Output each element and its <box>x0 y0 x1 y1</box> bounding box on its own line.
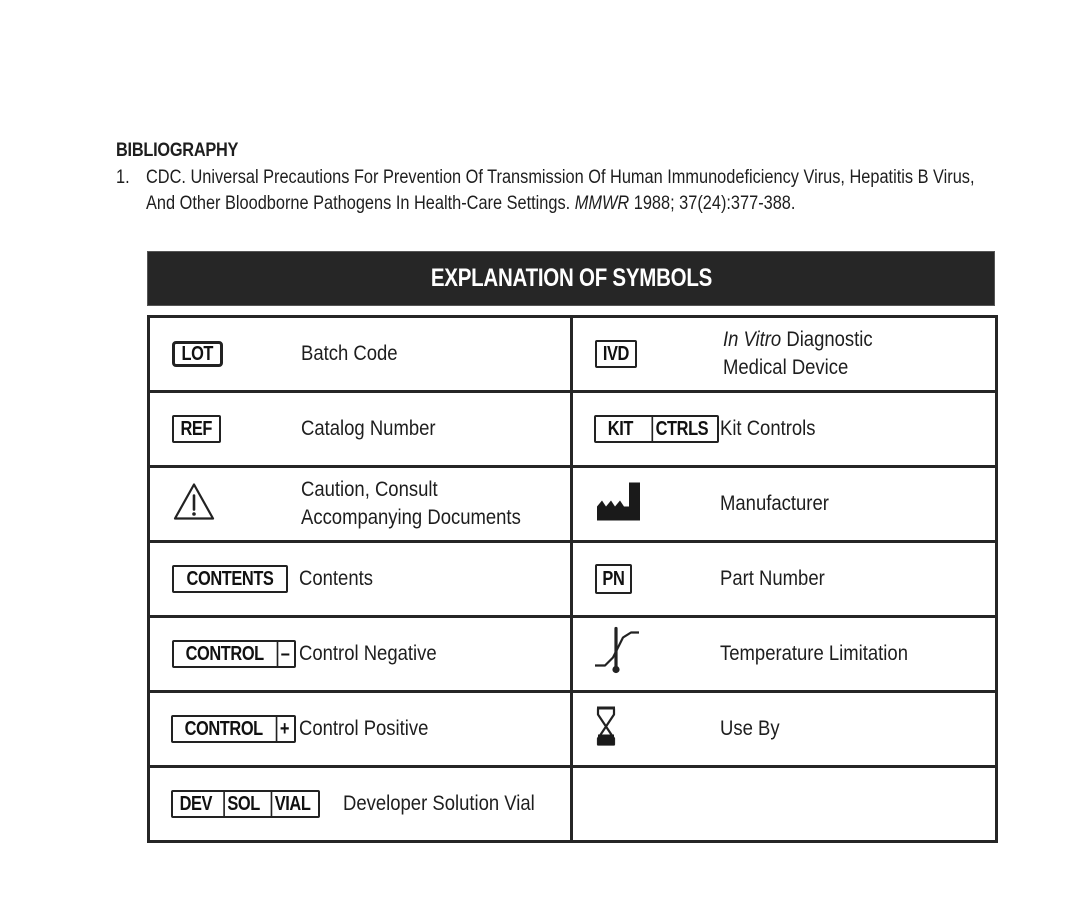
symbol-cell <box>149 617 572 692</box>
kit-controls-icon: KIT CTRLS <box>594 415 719 443</box>
symbol-label: Kit Controls <box>720 417 816 440</box>
symbol-label: Developer Solution Vial <box>343 792 535 815</box>
temperature-limitation-icon <box>593 626 641 683</box>
symbol-cell <box>149 542 572 617</box>
symbol-cell <box>572 617 997 692</box>
empty-cell <box>572 767 997 842</box>
symbol-cell <box>572 317 997 392</box>
symbols-table <box>147 315 998 843</box>
symbol-cell <box>572 392 997 467</box>
reference-title-end: And Other Bloodborne Pathogens In Health-Care Settings. <box>146 193 575 214</box>
symbols-title: EXPLANATION OF SYMBOLS <box>430 264 712 292</box>
table-row <box>149 467 997 542</box>
symbol-label: Caution, Consult Accompanying Documents <box>301 478 521 529</box>
developer-solution-vial-icon: DEV SOL VIAL <box>171 790 320 818</box>
reference-number: 1. <box>116 167 130 188</box>
symbol-cell <box>149 767 572 842</box>
reference-citation: 1988; 37(24):377-388. <box>629 193 796 214</box>
part-number-icon: PN <box>595 564 632 594</box>
table-row <box>149 692 997 767</box>
symbol-label: Manufacturer <box>720 492 829 515</box>
symbol-label: Batch Code <box>301 342 398 365</box>
symbol-label: In Vitro Diagnostic Medical Device <box>723 328 873 379</box>
ivd-icon: IVD <box>595 340 637 368</box>
lot-icon: LOT <box>172 341 223 367</box>
table-row <box>149 392 997 467</box>
table-row <box>149 317 997 392</box>
symbol-label-italic: In Vitro <box>723 328 782 351</box>
table-row <box>149 542 997 617</box>
hourglass-icon <box>595 705 619 754</box>
reference-journal: MMWR <box>574 193 630 214</box>
control-positive-icon: CONTROL + <box>171 715 296 743</box>
reference-item <box>116 165 1056 217</box>
ref-icon: REF <box>172 415 221 443</box>
symbols-table-header <box>147 251 995 306</box>
symbol-label: Part Number <box>720 567 825 590</box>
reference-line-2 <box>146 191 1058 217</box>
contents-icon: CONTENTS <box>172 565 288 593</box>
manufacturer-icon <box>595 481 643 528</box>
control-negative-icon: CONTROL – <box>172 640 296 668</box>
symbol-label: Control Negative <box>299 642 437 665</box>
symbol-label: Contents <box>299 567 373 590</box>
symbol-cell <box>149 692 572 767</box>
symbol-label: Temperature Limitation <box>720 642 908 665</box>
symbol-cell <box>572 467 997 542</box>
symbol-cell <box>149 467 572 542</box>
caution-icon <box>172 482 216 527</box>
symbol-label: Control Positive <box>299 717 429 740</box>
reference-line-1: CDC. Universal Precautions For Prevention Of Transmission Of Human Immunodeficiency Virus, Hepatitis B Virus, <box>146 167 975 188</box>
bibliography-section <box>116 140 1056 217</box>
table-row <box>149 767 997 842</box>
reference-text <box>146 165 1058 217</box>
symbol-cell <box>149 317 572 392</box>
table-row <box>149 617 997 692</box>
symbol-label: Catalog Number <box>301 417 436 440</box>
bibliography-heading: BIBLIOGRAPHY <box>116 140 239 161</box>
symbol-label: Use By <box>720 717 780 740</box>
symbol-cell <box>572 692 997 767</box>
symbol-cell <box>572 542 997 617</box>
symbol-cell <box>149 392 572 467</box>
